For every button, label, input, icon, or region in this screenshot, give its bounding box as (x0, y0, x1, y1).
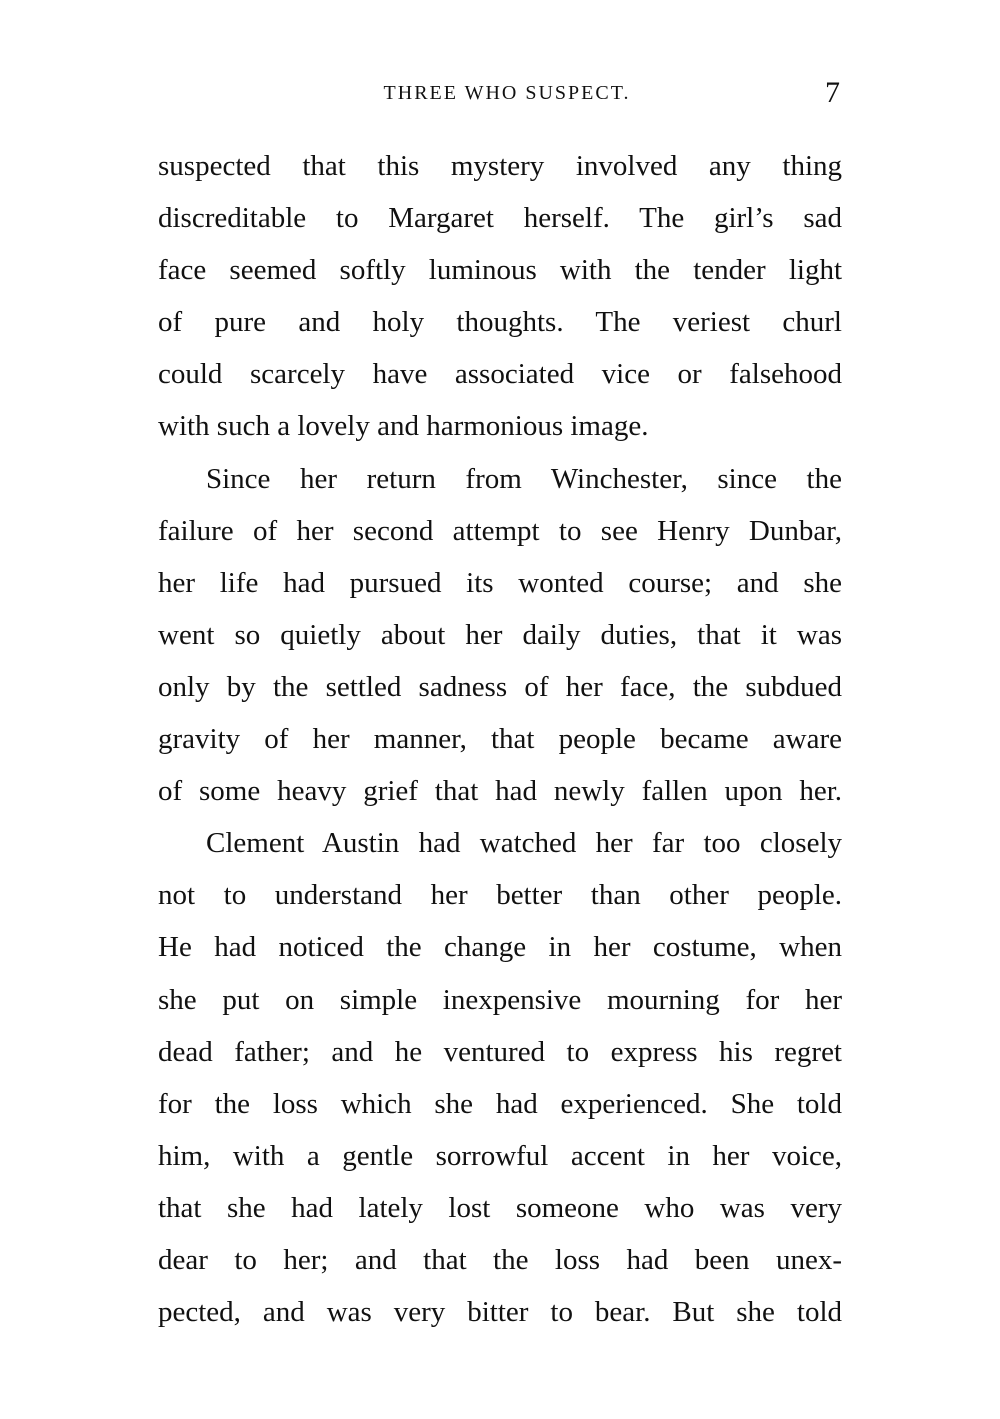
text-line: dead father; and he ventured to express his regret (158, 1035, 842, 1068)
text-line: went so quietly about her daily duties, that it was (158, 618, 842, 651)
text-line: that she had lately lost someone who was very (158, 1191, 842, 1224)
page-number: 7 (825, 76, 840, 109)
running-head (158, 76, 842, 112)
text-line: face seemed softly luminous with the tender light (158, 254, 842, 287)
text-line: she put on simple inexpensive mourning for her (158, 983, 842, 1016)
text-line: only by the settled sadness of her face, the subdued (158, 670, 842, 703)
text-line: for the loss which she had experienced. She told (158, 1087, 842, 1120)
text-line: could scarcely have associated vice or falsehood (158, 358, 842, 391)
text-line: He had noticed the change in her costume, when (158, 931, 842, 964)
text-line: suspected that this mystery involved any thing (158, 150, 842, 182)
text-line: discreditable to Margaret herself. The girl’s sad (158, 202, 842, 235)
text-line: gravity of her manner, that people became aware (158, 723, 842, 756)
text-line: him, with a gentle sorrowful accent in her voice, (158, 1139, 842, 1172)
running-title: THREE WHO SUSPECT. (383, 82, 631, 104)
text-line: failure of her second attempt to see Henry Dunbar, (158, 514, 842, 547)
text-line: pected, and was very bitter to bear. But she told (158, 1296, 842, 1329)
text-line: of pure and holy thoughts. The veriest churl (158, 306, 842, 339)
text-line: Since her return from Winchester, since the (206, 462, 842, 495)
text-line: with such a lovely and harmonious image. (158, 410, 649, 443)
text-line: of some heavy grief that had newly fallen upon her. (158, 775, 842, 808)
body-text (158, 140, 842, 1338)
text-line: dear to her; and that the loss had been unex- (158, 1243, 842, 1276)
text-line: her life had pursued its wonted course; and she (158, 566, 842, 599)
text-line: not to understand her better than other people. (158, 879, 842, 912)
text-line: Clement Austin had watched her far too closely (206, 827, 842, 860)
